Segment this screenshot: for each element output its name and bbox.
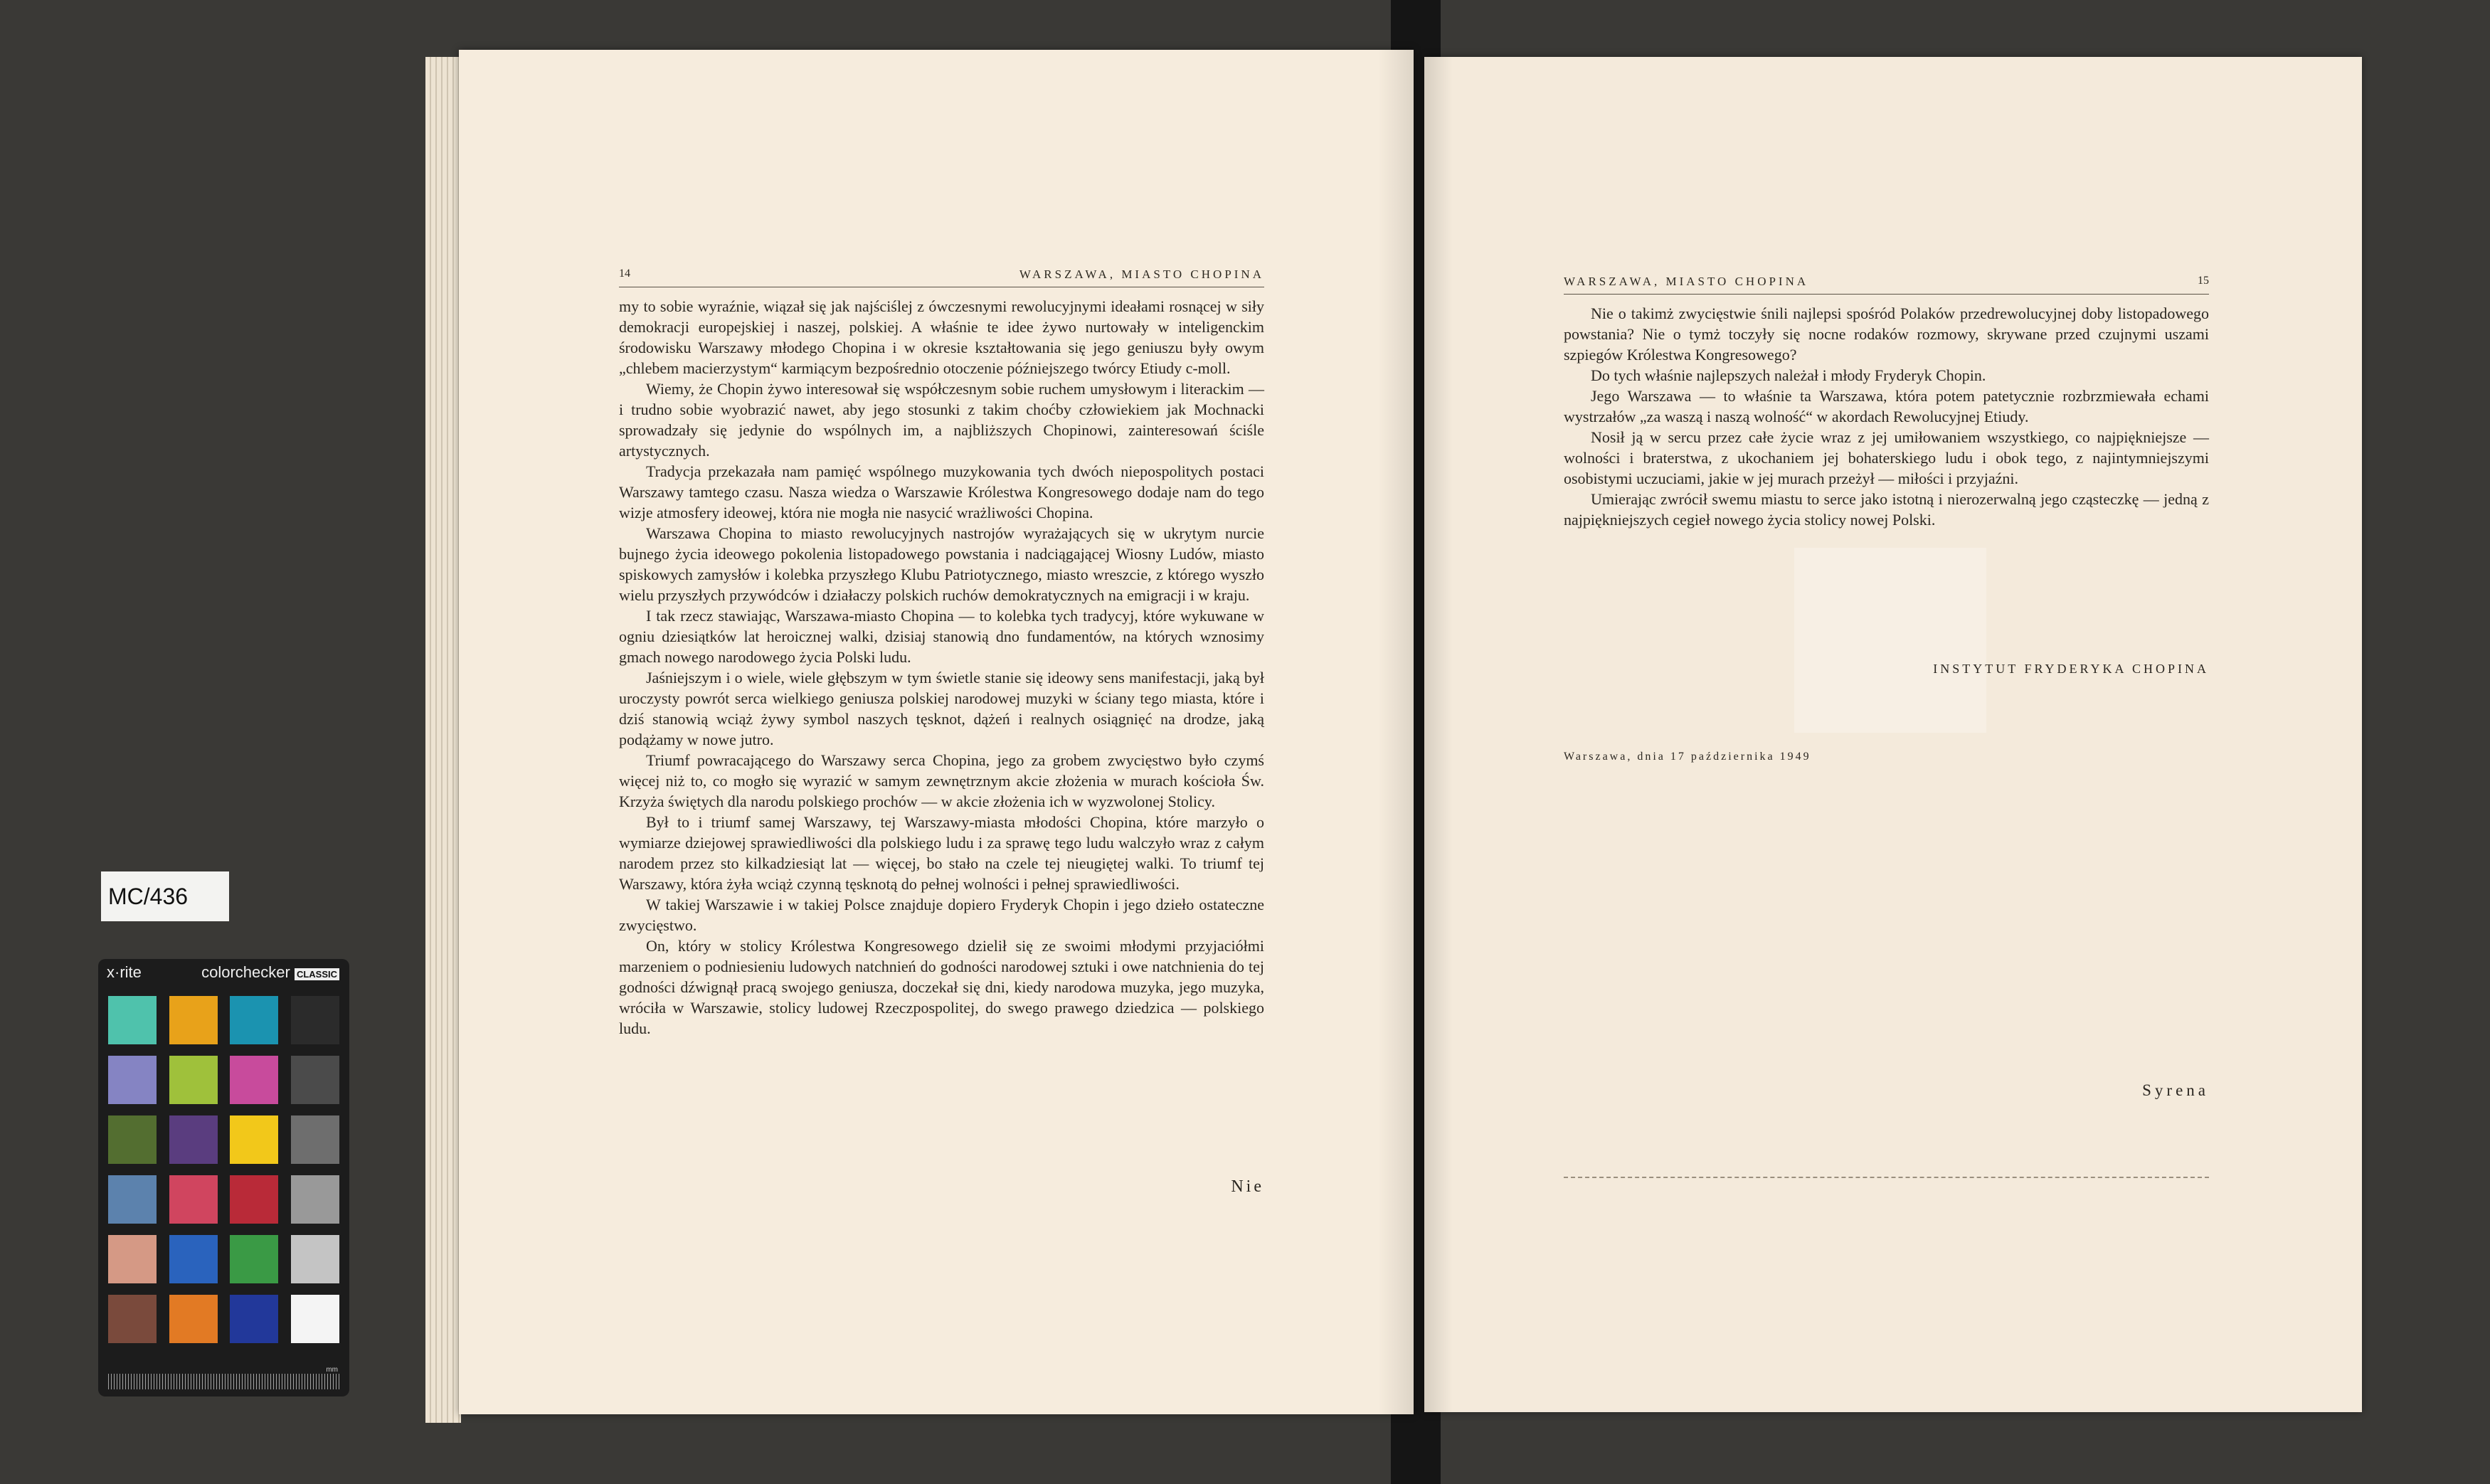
swatch-row [108, 1175, 339, 1224]
right-page [1424, 57, 2362, 1412]
color-swatch [291, 1235, 339, 1283]
paragraph: Tradycja przekazała nam pamięć wspólnego muzykowania tych dwóch niepospolitych postaci Warszawy tamtego czasu. Nasza wiedza o Warszawie Królestwa Kongresowego dodaje nam do tego wizje atmosfery ideowej, która nie mogła nie nasycić wrażliwości Chopina. [619, 462, 1264, 521]
page-number: 15 [2198, 275, 2209, 287]
paragraph: Nosił ją w sercu przez całe życie wraz z jej umiłowaniem wszystkiego, co najpiękniejsze — wolności i braterstwa, z ukochaniem jej bohaterskiego ludu i obok tego, z najintymniejszymi osobistymi uczuciami, jakie w jej murach przeżył — miłości i przyjaźni. [1564, 428, 2209, 487]
color-swatch [169, 1295, 218, 1343]
gutter-shadow [1378, 50, 1414, 1414]
mm-scale [108, 1374, 339, 1389]
color-swatch [108, 1115, 157, 1164]
paragraph: Warszawa Chopina to miasto rewolucyjnych nastrojów wyrażających się w ukrytym nurcie bujnego życia ideowego pokolenia listopadowego powstania i nadciągającej Wiosny Ludów, miasto spiskowych zamysłów i kolebka przyszłego Klubu Patriotycznego, miasto wreszcie, z którego wyszło wielu przyszłych przywódców i działaczy polskich ruchów demokratycznych na emigracji i w kraju. [619, 524, 1264, 604]
paragraph: Do tych właśnie najlepszych należał i młody Fryderyk Chopin. [1591, 366, 1986, 384]
dateline: Warszawa, dnia 17 października 1949 [1564, 751, 1811, 763]
color-swatch [169, 1175, 218, 1224]
color-swatch [108, 996, 157, 1044]
checker-title [201, 963, 339, 982]
color-swatch [169, 1056, 218, 1104]
paragraph: my to sobie wyraźnie, wiązał się jak najściślej z ówczesnymi rewolucyjnymi ideałami rosnącej w siły demokracji europejskiej i naszej, polskiej. A właśnie te idee żywo nurtowały w inteligenckim środowisku Warszawy młodego Chopina i w okresie kształtowania się jego geniuszu były owym „chlebem macierzystym“ karmiącym bezpośrednio otoczenie późniejszego twórcy Etiudy c-moll. [619, 297, 1264, 377]
running-head-left [619, 267, 1264, 287]
swatch-row [108, 1295, 339, 1343]
running-head-text: WARSZAWA, MIASTO CHOPINA [1019, 267, 1264, 281]
color-swatch [291, 996, 339, 1044]
color-swatch [108, 1175, 157, 1224]
paragraph: On, który w stolicy Królestwa Kongresowego dzielił się ze swoimi młodymi przyjaciółmi marzeniem o podniesieniu ludowych natchnień do godności narodowej sztuki i owe natchnienia do tej godności dźwignął pracą swojego geniusza, doczekał się dni, kiedy narodowa muzyka, jego muzyka, wróciła w Warszawie, stolicy ludowej Rzeczpospolitej, do swego prawego dziedzica — polskiego ludu. [619, 937, 1264, 1037]
catchword: Nie [1231, 1177, 1264, 1196]
color-swatch [291, 1175, 339, 1224]
running-head-right [1564, 275, 2209, 295]
color-swatch [230, 1115, 278, 1164]
color-swatch [169, 996, 218, 1044]
color-swatch [169, 1235, 218, 1283]
publisher-name: Syrena [2142, 1081, 2209, 1099]
swatch-row [108, 996, 339, 1044]
running-head-text: WARSZAWA, MIASTO CHOPINA [1564, 275, 1809, 288]
color-swatch [230, 1175, 278, 1224]
color-swatch [230, 1056, 278, 1104]
swatch-grid [108, 996, 339, 1355]
body-text-left [619, 296, 1264, 1039]
swatch-row [108, 1115, 339, 1164]
paragraph: Był to i triumf samej Warszawy, tej Warszawy-miasta młodości Chopina, które marzyło o wymiarze dziejowej sprawiedliwości dla polskiego ludu i za sprawę tego ludu walczyło wraz z całym narodem przez sto kilkadziesiąt lat — więcej, bo stało na czele tej nieugiętej walki. To triumf tej Warszawy, która żyła wciąż czynną tęsknotą do pełnej wolności i pełnej sprawiedliwości. [619, 813, 1264, 893]
archive-label: MC/436 [101, 871, 229, 921]
left-page [459, 50, 1414, 1414]
paragraph: Jego Warszawa — to właśnie ta Warszawa, która potem patetycznie rozbrzmiewała echami wystrzałów „za waszą i naszą wolność“ w akordach Rewolucyjnej Etiudy. [1564, 387, 2209, 425]
gutter-shadow [1424, 57, 1453, 1412]
page-edges [425, 57, 461, 1423]
signature: INSTYTUT FRYDERYKA CHOPINA [1933, 662, 2209, 676]
color-swatch [291, 1295, 339, 1343]
color-swatch [108, 1235, 157, 1283]
swatch-row [108, 1056, 339, 1104]
paragraph: I tak rzecz stawiając, Warszawa-miasto Chopina — to kolebka tych tradycyj, które wykuwane w ogniu dziesiątków lat heroicznej walki, dzisiaj stanowią dno fundamentów, na których wznosimy gmach nowego narodowego życia Polski ludu. [619, 607, 1264, 666]
paragraph: Triumf powracającego do Warszawy serca Chopina, jego za grobem zwycięstwo było czymś więcej niż to, co mogło się wyrazić w samym zewnętrznym akcie złożenia w murach kościoła Św. Krzyża świętych dla narodu polskiego prochów — w akcie złożenia ich w wyzwolonej Stolicy. [619, 751, 1264, 810]
color-swatch [108, 1056, 157, 1104]
color-swatch [230, 996, 278, 1044]
swatch-row [108, 1235, 339, 1283]
paragraph: Nie o takimż zwycięstwie śnili najlepsi spośród Polaków przedrewolucyjnej doby listopadowego powstania? Nie o tymż toczyły się nocne rodaków rozmowy, skrywane przed czujnymi uszami szpiegów Królestwa Kongresowego? [1564, 304, 2209, 364]
color-swatch [108, 1295, 157, 1343]
scale-unit: mm [326, 1366, 338, 1374]
show-through [1794, 548, 1986, 733]
body-text-right [1564, 303, 2209, 530]
paragraph: W takiej Warszawie i w takiej Polsce znajduje dopiero Fryderyk Chopin i jego dzieło ostateczne zwycięstwo. [619, 896, 1264, 934]
color-swatch [230, 1235, 278, 1283]
color-swatch [230, 1295, 278, 1343]
paragraph: Umierając zwrócił swemu miastu to serce jako istotną i nierozerwalną jego cząsteczkę — jedną z najpiękniejszych cegieł nowego życia stolicy nowej Polski. [1564, 490, 2209, 529]
color-swatch [291, 1056, 339, 1104]
color-swatch [291, 1115, 339, 1164]
checker-title-text: colorchecker [201, 963, 290, 981]
xrite-logo: x·rite [107, 963, 142, 981]
checker-badge: CLASSIC [295, 968, 339, 980]
color-swatch [169, 1115, 218, 1164]
paragraph: Jaśniejszym i o wiele, wiele głębszym w tym świetle stanie się ideowy sens manifestacji, jaką był uroczysty powrót serca wielkiego geniusza polskiej narodowej muzyki w ściany tego miasta, które i dziś stanowią wciąż żywy symbol naszych tęsknot, dążeń i realnych osiągnięć na drodze, jaką podążamy w nowe jutro. [619, 669, 1264, 748]
paragraph: Wiemy, że Chopin żywo interesował się współczesnym sobie ruchem umysłowym i literackim — i trudno sobie wyobrazić nawet, aby jego stosunki z takim choćby człowiekiem jak Mochnacki sprowadzały się jedynie do wspólnych im, a najbliższych Chopinowi, zainteresowań ściśle artystycznych. [619, 380, 1264, 460]
dashed-rule [1564, 1177, 2209, 1178]
page-number: 14 [619, 267, 630, 280]
color-checker-card [98, 959, 349, 1396]
